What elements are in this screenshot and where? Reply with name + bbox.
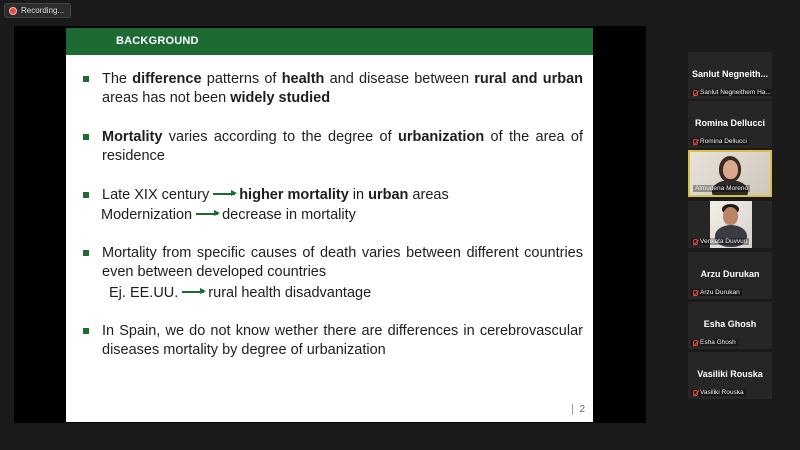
mic-muted-icon [693,90,698,96]
participant-name: Romina Dellucci [694,118,766,128]
participant-label: Romina Dellucci [691,138,749,145]
arrow-right-icon [213,193,235,195]
participant-label: Esha Ghosh [691,339,738,346]
recording-indicator[interactable] [4,3,71,18]
participant-tile[interactable] [688,101,772,148]
participant-label: Sanlut Negneithem Ha... [691,89,772,96]
person-face [723,207,738,225]
recording-label: Recording... [21,6,65,15]
mic-muted-icon [693,340,698,346]
arrow-right-icon [182,291,204,293]
participant-label: Almudena Moreno [695,185,749,192]
slide-header [66,28,593,55]
participant-name: Esha Ghosh [703,319,757,329]
participant-tile-active-speaker[interactable] [688,150,772,197]
bullet-2: Mortality varies according to the degree of urbanization of the area of residence [83,128,583,166]
participant-tile[interactable] [688,302,772,349]
slide-page-number: 2 [572,404,585,415]
person-face [723,160,738,179]
participant-name: Sanlut Negneith... [691,69,768,79]
bullet-3: Late XIX century higher mortality in urban areas [83,186,583,205]
bullet-square-icon [83,328,89,334]
mic-muted-icon [693,239,698,245]
bullet-4-subline: Ej. EE.UU. rural health disadvantage [109,285,372,301]
bullet-1: The difference patterns of health and disease between rural and urban areas has not been widely studied [83,70,583,108]
participant-tile[interactable] [688,352,772,399]
presentation-slide [66,28,593,422]
participant-tile[interactable] [688,201,772,248]
mic-muted-icon [693,290,698,296]
participant-tile[interactable] [688,52,772,99]
participant-name: Vasiliki Rouska [697,369,763,379]
participant-label: Venkata Duvvuri [691,238,749,245]
bullet-square-icon [83,134,89,140]
participant-label: Arzu Durukan [691,289,742,296]
participant-label: Vasiliki Rouska [691,389,746,396]
record-icon [9,7,17,15]
arrow-right-icon [196,213,218,215]
bullet-square-icon [83,192,89,198]
slide-title: BACKGROUND [116,35,199,47]
bullet-square-icon [83,76,89,82]
bullet-5: In Spain, we do not know wether there are differences in cerebrovascular diseases mortality by degree of urbanization [83,322,583,360]
participant-tile[interactable] [688,252,772,299]
bullet-3-subline: Modernization decrease in mortality [101,207,356,223]
mic-muted-icon [693,390,698,396]
participant-name: Arzu Durukan [700,269,760,279]
bullet-square-icon [83,250,89,256]
mic-muted-icon [693,139,698,145]
bullet-4: Mortality from specific causes of death varies between different countries even between developed countries [83,244,583,282]
